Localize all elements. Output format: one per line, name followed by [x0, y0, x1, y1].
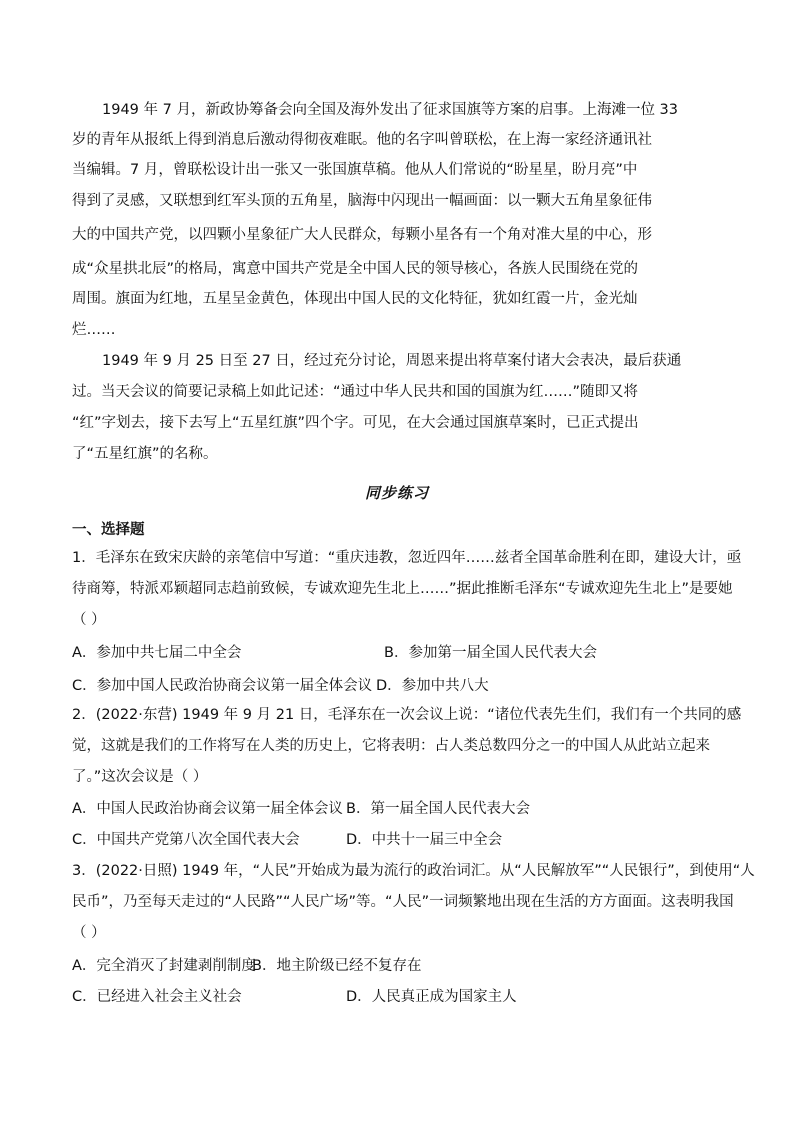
question-stem-line: 待商筹，特派邓颖超同志趋前致候，专诚欢迎先生北上……”据此推断毛泽东“专诚欢迎先生北上”是要她: [72, 581, 733, 597]
question-stem-line: 3．(2022·日照) 1949 年，“人民”开始成为最为流行的政治词汇。从“人民解放军”“人民银行”，到使用“人: [72, 863, 755, 879]
text-line: 周围。旗面为红地，五星呈金黄色，体现出中国人民的文化特征，犹如红霞一片，金光灿: [72, 291, 638, 307]
question-stem-line: 1．毛泽东在致宋庆龄的亲笔信中写道：“重庆违教，忽近四年……兹者全国革命胜利在即，建设大计，亟: [72, 550, 742, 566]
option-d[interactable]: D．人民真正成为国家主人: [346, 989, 517, 1005]
text-line: 烂……: [72, 322, 116, 338]
question-stem-line: 了。”这次会议是（ ）: [72, 769, 208, 785]
option-b[interactable]: B．地主阶级已经不复存在: [252, 958, 422, 974]
text-line: 大的中国共产党，以四颗小星象征广大人民群众，每颗小星各有一个角对准大星的中心，形: [72, 227, 652, 243]
option-d[interactable]: D．中共十一届三中全会: [346, 832, 503, 848]
option-c[interactable]: C．参加中国人民政治协商会议第一届全体会议: [72, 678, 373, 694]
text-line: 岁的青年从报纸上得到消息后激动得彻夜难眠。他的名字叫曾联松，在上海一家经济通讯社: [72, 132, 652, 148]
text-line: 了“五星红旗”的名称。: [72, 446, 218, 462]
question-stem-line: 民币”，乃至每天走过的“人民路”“人民广场”等。“人民”一词频繁地出现在生活的方方面面。这表明我国: [72, 894, 734, 910]
option-a[interactable]: A．完全消灭了封建剥削制度: [72, 958, 256, 974]
text-line: 1949 年 9 月 25 日至 27 日，经过充分讨论，周恩来提出将草案付诸大会表决，最后获通: [102, 353, 682, 369]
text-line: 过。当天会议的简要记录稿上如此记述：“通过中华人民共和国的国旗为红……”随即又将: [72, 384, 639, 400]
option-c[interactable]: C．中国共产党第八次全国代表大会: [72, 832, 300, 848]
question-stem-line: （ ）: [72, 612, 106, 628]
option-a[interactable]: A．中国人民政治协商会议第一届全体会议: [72, 801, 343, 817]
question-stem-line: 2．(2022·东营) 1949 年 9 月 21 日，毛泽东在一次会议上说：“诸位代表先生们，我们有一个共同的感: [72, 707, 742, 723]
option-a[interactable]: A．参加中共七届二中全会: [72, 645, 242, 661]
exercise-title: 同步练习: [364, 484, 429, 502]
text-line: 当编辑。7 月，曾联松设计出一张又一张国旗草稿。他从人们常说的“盼星星，盼月亮”中: [72, 162, 638, 178]
option-c[interactable]: C．已经进入社会主义社会: [72, 989, 242, 1005]
option-b[interactable]: B．参加第一届全国人民代表大会: [384, 645, 597, 661]
text-line: 1949 年 7 月，新政协筹备会向全国及海外发出了征求国旗等方案的启事。上海滩一位 33: [102, 102, 679, 118]
question-stem-line: 觉，这就是我们的工作将写在人类的历史上，它将表明：占人类总数四分之一的中国人从此站立起来: [72, 738, 710, 754]
section-heading: 一、选择题: [72, 522, 145, 538]
option-d[interactable]: D．参加中共八大: [376, 678, 489, 694]
text-line: “红”字划去，接下去写上“五星红旗”四个字。可见，在大会通过国旗草案时，已正式提出: [72, 415, 639, 431]
question-stem-line: （ ）: [72, 925, 106, 941]
text-line: 得到了灵感，又联想到红军头顶的五角星，脑海中闪现出一幅画面：以一颗大五角星象征伟: [72, 193, 652, 209]
option-b[interactable]: B．第一届全国人民代表大会: [346, 801, 530, 817]
text-line: 成“众星拱北辰”的格局，寓意中国共产党是全中国人民的领导核心，各族人民围绕在党的: [72, 261, 639, 277]
